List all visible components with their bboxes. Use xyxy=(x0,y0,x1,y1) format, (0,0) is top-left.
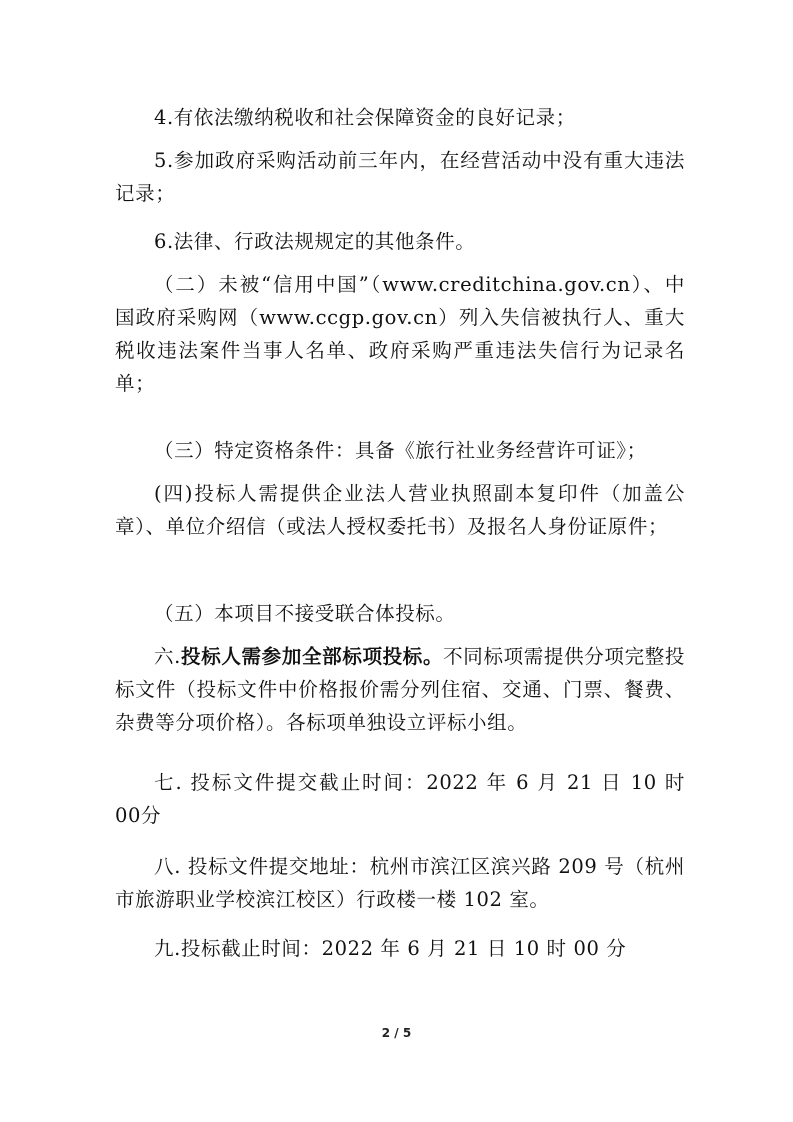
section-6-emphasis: 投标人需参加全部标项投标。 xyxy=(180,645,444,668)
section-7: 七. 投标文件提交截止时间：2022 年 6 月 21 日 10 时 00分 xyxy=(115,771,685,827)
page-number: 2 / 5 xyxy=(381,1026,412,1040)
clause-four: (四)投标人需提供企业法人营业执照副本复印件（加盖公章）、单位介绍信（或法人授权委托书）及报名人身份证原件； xyxy=(115,482,685,538)
clause-five: （五）本项目不接受联合体投标。 xyxy=(154,602,456,625)
clause-three: （三）特定资格条件：具备《旅行社业务经营许可证》； xyxy=(154,439,647,462)
section-6 xyxy=(115,640,685,739)
section-8: 八. 投标文件提交地址：杭州市滨江区滨兴路 209 号（杭州市旅游职业学校滨江校区）行政楼一楼 102 室。 xyxy=(115,855,685,911)
section-9: 九.投标截止时间：2022 年 6 月 21 日 10 时 00 分 xyxy=(154,937,627,960)
clause-two: （二）未被“信用中国”（www.creditchina.gov.cn）、中国政府采购网（www.ccgp.gov.cn）列入失信被执行人、重大税收违法案件当事人名单、政府采购严重违法失信行为记录名单； xyxy=(115,273,685,395)
section-6-prefix: 六. xyxy=(154,645,181,668)
clause-5: 5.参加政府采购活动前三年内，在经营活动中没有重大违法记录； xyxy=(115,149,685,205)
clause-6: 6.法律、行政法规规定的其他条件。 xyxy=(154,230,476,253)
section-6-body: 不同标项需提供分项完整投标文件（投标文件中价格报价需分列住宿、交通、门票、餐费、杂费等分项价格）。各标项单独设立评标小组。 xyxy=(115,645,685,734)
clause-4: 4.有依法缴纳税收和社会保障资金的良好记录； xyxy=(154,106,576,129)
